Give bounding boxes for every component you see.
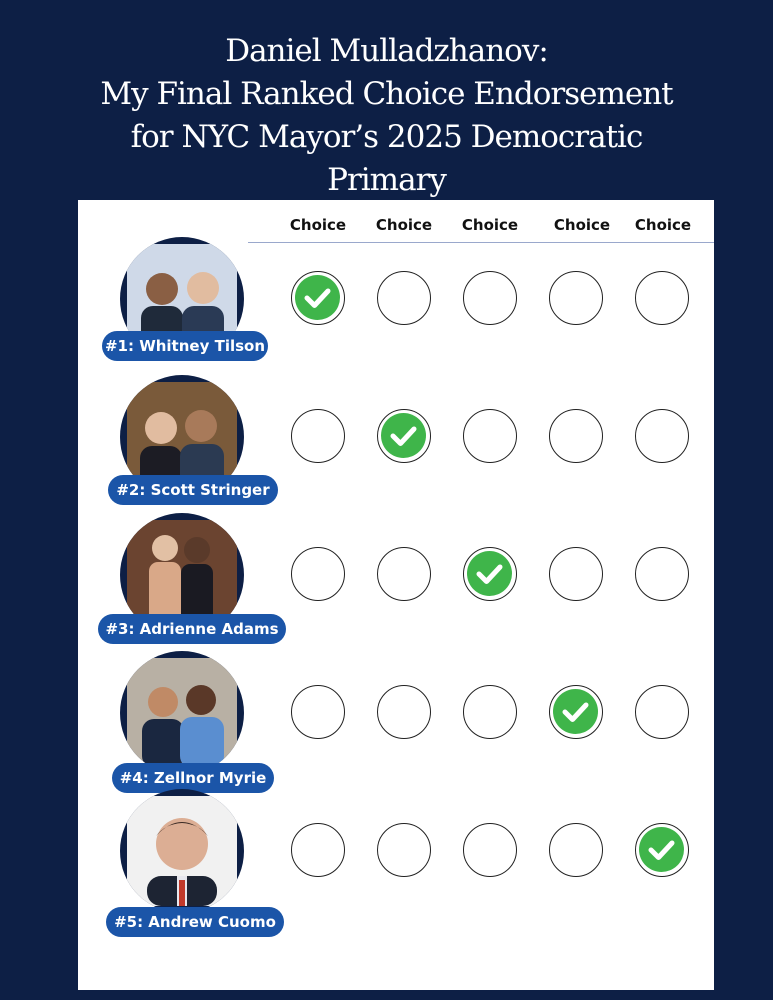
- page-title: [0, 30, 773, 202]
- title-line-4: Primary: [327, 162, 446, 198]
- column-header-5: Choice: [634, 216, 692, 234]
- choice-bubble[interactable]: [463, 271, 517, 325]
- choice-bubble[interactable]: [377, 271, 431, 325]
- choice-bubble[interactable]: [291, 685, 345, 739]
- checkmark-icon: [553, 689, 598, 734]
- choice-bubble[interactable]: [377, 409, 431, 463]
- title-line-1: Daniel Mulladzhanov:: [225, 33, 548, 69]
- choice-bubble[interactable]: [635, 685, 689, 739]
- choice-bubble[interactable]: [549, 271, 603, 325]
- choice-bubble[interactable]: [463, 823, 517, 877]
- choice-bubble[interactable]: [549, 685, 603, 739]
- ballot-card: [78, 200, 714, 990]
- title-line-2: My Final Ranked Choice Endorsement: [100, 76, 673, 112]
- choice-bubble[interactable]: [463, 547, 517, 601]
- choice-bubble[interactable]: [635, 271, 689, 325]
- choice-bubble[interactable]: [549, 547, 603, 601]
- choice-bubble[interactable]: [549, 409, 603, 463]
- candidate-name-pill: #2: Scott Stringer: [108, 475, 278, 505]
- choice-bubble[interactable]: [635, 823, 689, 877]
- title-line-3: for NYC Mayor’s 2025 Democratic: [130, 119, 643, 155]
- choice-bubble[interactable]: [377, 547, 431, 601]
- choice-bubble[interactable]: [291, 271, 345, 325]
- choice-bubble[interactable]: [291, 547, 345, 601]
- candidate-photo: [120, 651, 244, 775]
- column-header-3: Choice: [461, 216, 519, 234]
- choice-bubble[interactable]: [377, 685, 431, 739]
- candidate-name-pill: #3: Adrienne Adams: [98, 614, 286, 644]
- candidate-photo: [120, 789, 244, 913]
- candidate-name-pill: #1: Whitney Tilson: [102, 331, 268, 361]
- choice-bubble[interactable]: [549, 823, 603, 877]
- column-header-2: Choice: [375, 216, 433, 234]
- checkmark-icon: [295, 275, 340, 320]
- choice-bubble[interactable]: [291, 823, 345, 877]
- choice-bubble[interactable]: [463, 409, 517, 463]
- choice-bubble[interactable]: [635, 547, 689, 601]
- checkmark-icon: [467, 551, 512, 596]
- choice-bubble[interactable]: [463, 685, 517, 739]
- candidate-name-pill: #4: Zellnor Myrie: [112, 763, 274, 793]
- choice-bubble[interactable]: [291, 409, 345, 463]
- choice-bubble[interactable]: [377, 823, 431, 877]
- column-header-1: Choice: [289, 216, 347, 234]
- candidate-name-pill: #5: Andrew Cuomo: [106, 907, 284, 937]
- choice-bubble[interactable]: [635, 409, 689, 463]
- checkmark-icon: [381, 413, 426, 458]
- column-header-4: Choice: [553, 216, 611, 234]
- checkmark-icon: [639, 827, 684, 872]
